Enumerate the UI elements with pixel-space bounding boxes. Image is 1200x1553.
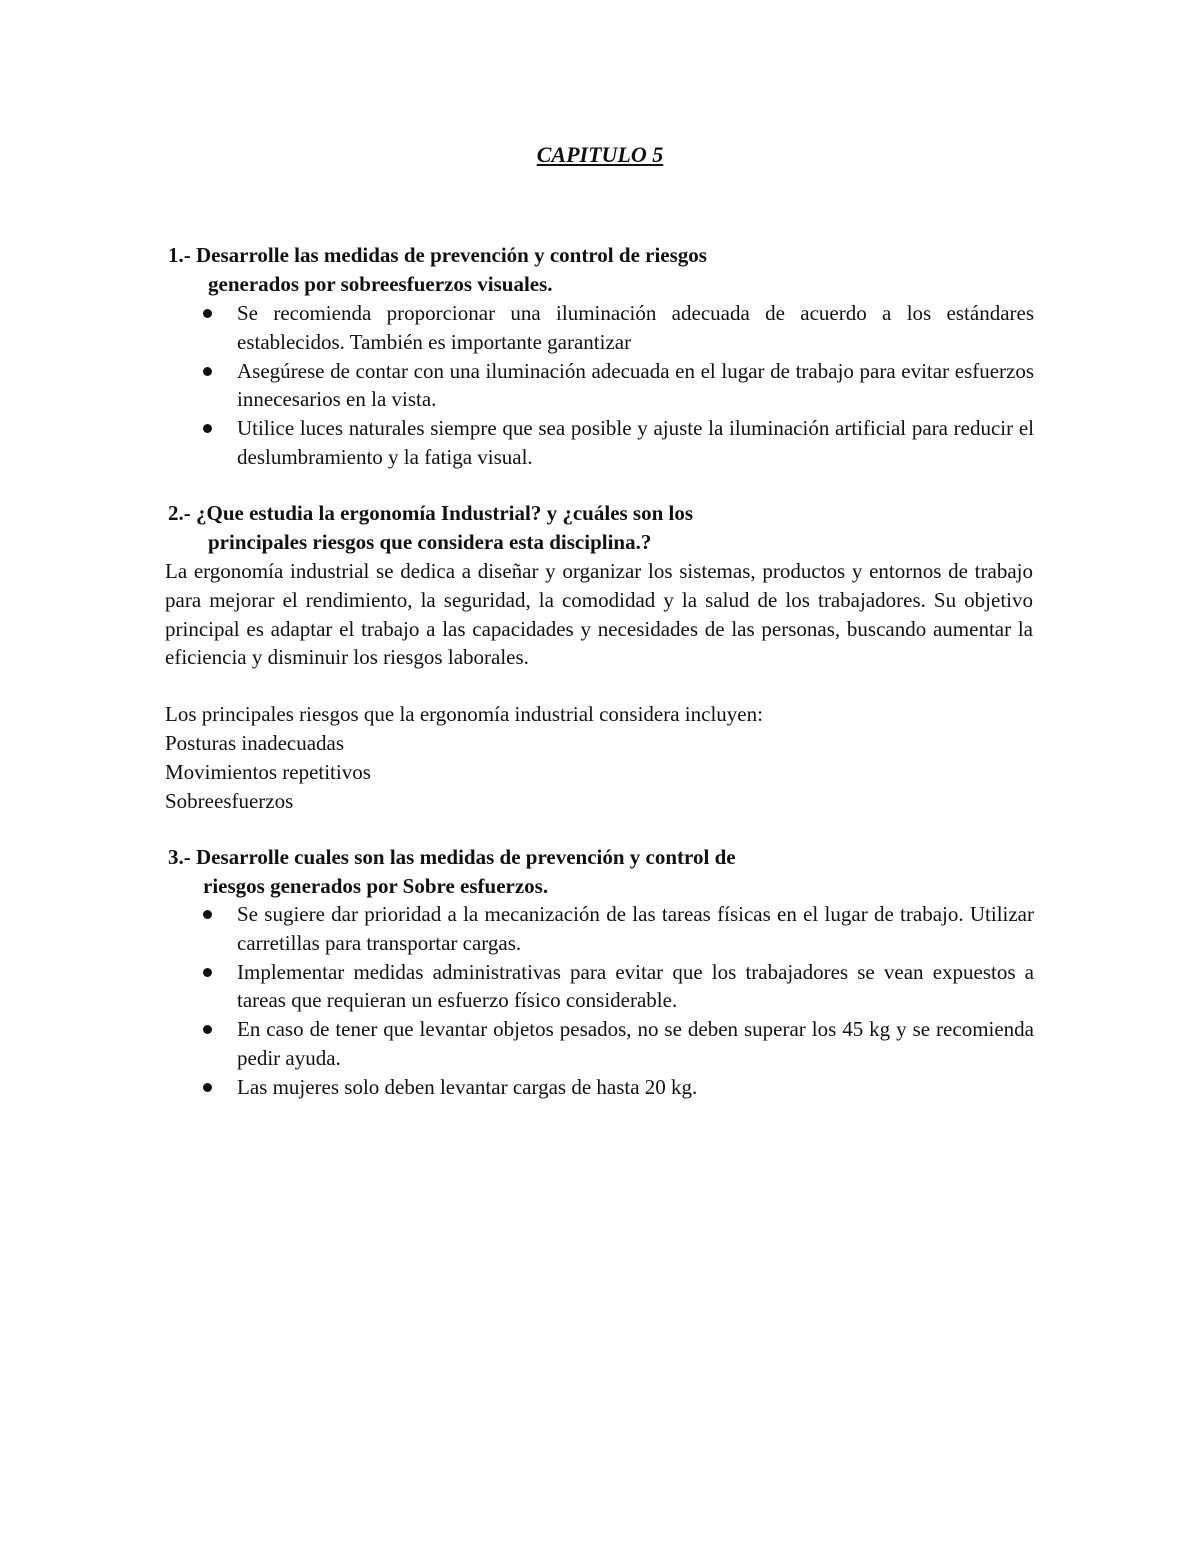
bullet-icon <box>203 1083 212 1092</box>
question-1-bullet-list <box>200 299 1034 472</box>
question-2-line-1: 2.- ¿Que estudia la ergonomía Industrial? y ¿cuáles son los <box>168 501 694 525</box>
list-item: Sobreesfuerzos <box>165 788 294 813</box>
bullet-text: En caso de tener que levantar objetos pesados, no se deben superar los 45 kg y se recomienda pedir ayuda. <box>237 1017 1034 1070</box>
bullet-text: Implementar medidas administrativas para evitar que los trabajadores se vean expuestos a tareas que requieran un esfuerzo físico considerable. <box>237 959 1034 1013</box>
question-1-line-1: 1.- Desarrolle las medidas de prevención y control de riesgos <box>168 243 707 267</box>
question-3-line-2: riesgos generados por Sobre esfuerzos. <box>203 873 549 898</box>
list-item: Posturas inadecuadas <box>165 731 345 755</box>
list-item <box>200 299 1034 357</box>
list-item <box>200 414 1034 472</box>
chapter-title: CAPITULO 5 <box>536 142 664 167</box>
bullet-icon <box>203 910 212 919</box>
question-3-heading <box>168 843 1048 901</box>
bullet-icon <box>203 968 212 977</box>
list-item <box>200 357 1034 415</box>
list-item <box>200 1015 1034 1073</box>
bullet-text: Asegúrese de contar con una iluminación adecuada en el lugar de trabajo para evitar esfuerzos innecesarios en la vista. <box>237 358 1034 412</box>
bullet-text: Se sugiere dar prioridad a la mecanización de las tareas físicas en el lugar de trabajo. Utilizar carretillas para transportar cargas. <box>237 902 1034 955</box>
bullet-icon <box>203 309 212 318</box>
question-3-line-1: 3.- Desarrolle cuales son las medidas de prevención y control de <box>168 845 736 869</box>
question-2-answer-paragraph: La ergonomía industrial se dedica a diseñar y organizar los sistemas, productos y entornos de trabajo para mejorar el rendimiento, la seguridad, la comodidad y la salud de los trabajadores. Su objetivo principal es adaptar el trabajo a las capacidades y necesidades de las personas, buscando aumentar la eficiencia y disminuir los riesgos laborales. <box>165 559 1033 670</box>
list-item <box>200 958 1034 1016</box>
bullet-text: Utilice luces naturales siempre que sea posible y ajuste la iluminación artificial para reducir el deslumbramiento y la fatiga visual. <box>237 416 1034 469</box>
question-3-bullet-list <box>200 900 1034 1102</box>
bullet-icon <box>203 367 212 376</box>
risks-intro-text: Los principales riesgos que la ergonomía industrial considera incluyen: <box>165 702 763 726</box>
list-item <box>200 1073 1034 1102</box>
list-item: Movimientos repetitivos <box>165 759 371 784</box>
question-2-line-2: principales riesgos que considera esta disciplina.? <box>208 529 652 554</box>
list-item <box>200 900 1034 958</box>
question-2-heading <box>168 499 1048 557</box>
question-1-line-2: generados por sobreesfuerzos visuales. <box>208 271 553 296</box>
bullet-icon <box>203 424 212 433</box>
bullet-icon <box>203 1025 212 1034</box>
risks-list <box>165 729 371 815</box>
question-1-heading <box>168 241 1048 299</box>
bullet-text: Se recomienda proporcionar una iluminación adecuada de acuerdo a los estándares establecidos. También es importante garantizar <box>237 301 1034 354</box>
bullet-text: Las mujeres solo deben levantar cargas de hasta 20 kg. <box>237 1074 698 1099</box>
